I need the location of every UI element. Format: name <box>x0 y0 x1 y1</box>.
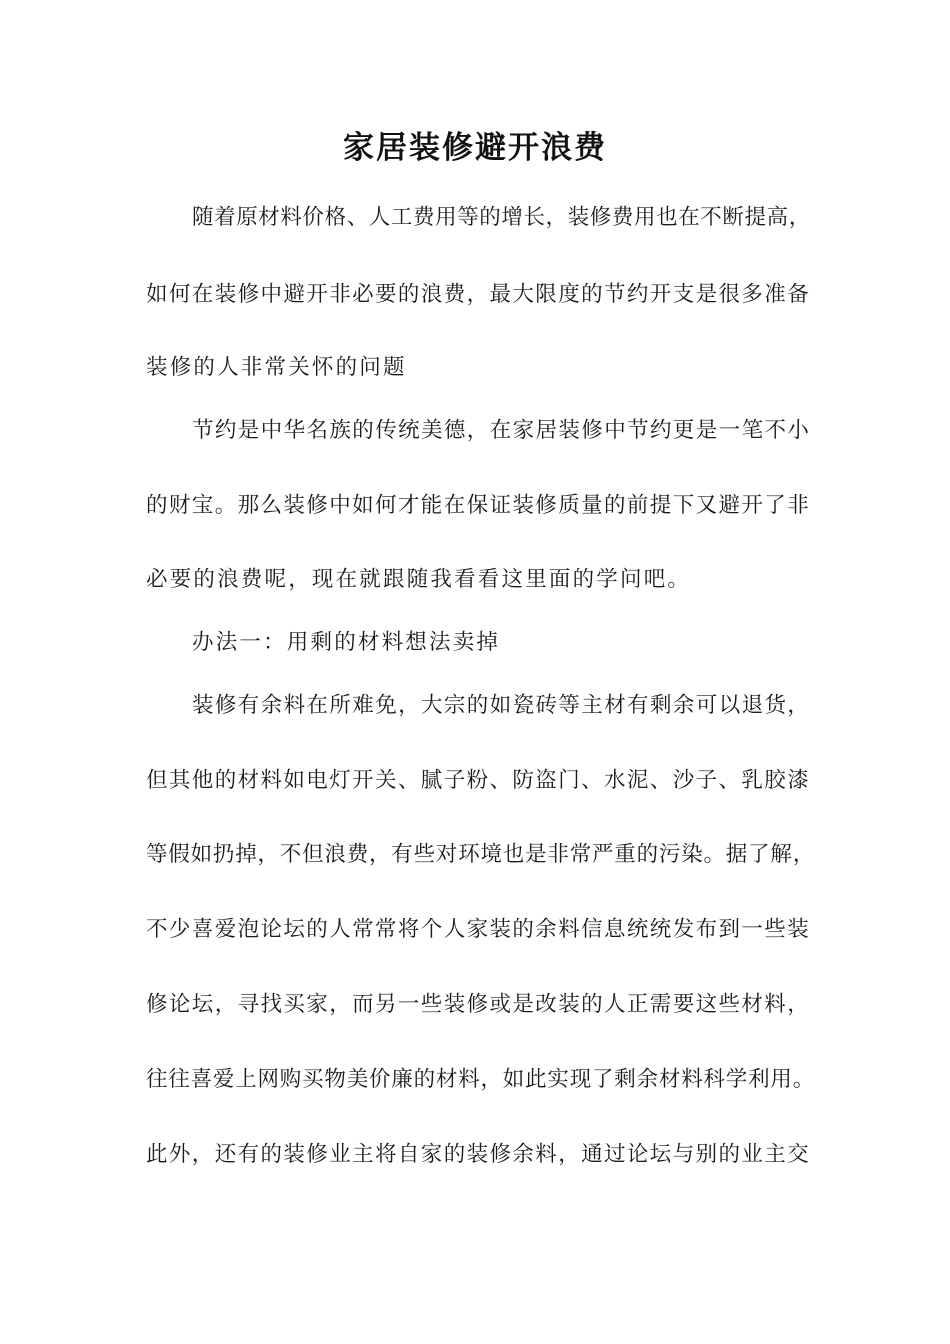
document-title: 家居装修避开浪费 <box>343 130 607 166</box>
paragraph-line: 必要的浪费呢，现在就跟随我看看这里面的学问吧。 <box>146 567 692 592</box>
paragraph-line: 此外，还有的装修业主将自家的装修余料，通过论坛与别的业主交 <box>146 1142 811 1167</box>
paragraph-line: 往往喜爱上网购买物美价廉的材料，如此实现了剩余材料科学利用。 <box>146 1067 816 1092</box>
paragraph-line: 随着原材料价格、人工费用等的增长，装修费用也在不断提高， <box>192 205 811 230</box>
paragraph-line: 修论坛，寻找买家，而另一些装修或是改装的人正需要这些材料， <box>146 992 811 1017</box>
paragraph-line: 等假如扔掉，不但浪费，有些对环境也是非常严重的污染。据了解， <box>146 842 816 867</box>
paragraph-line: 的财宝。那么装修中如何才能在保证装修质量的前提下又避开了非 <box>146 493 811 518</box>
paragraph-line: 装修有余料在所难免，大宗的如瓷砖等主材有剩余可以退货， <box>192 693 811 718</box>
paragraph-line: 不少喜爱泡论坛的人常常将个人家装的余料信息统统发布到一些装 <box>146 917 811 942</box>
section-heading: 办法一：用剩的材料想法卖掉 <box>192 630 501 655</box>
paragraph-line: 如何在装修中避开非必要的浪费，最大限度的节约开支是很多准备 <box>146 282 811 307</box>
paragraph-line: 但其他的材料如电灯开关、腻子粉、防盗门、水泥、沙子、乳胶漆 <box>146 768 811 793</box>
paragraph-line: 节约是中华名族的传统美德，在家居装修中节约更是一笔不小 <box>192 418 811 443</box>
paragraph-line: 装修的人非常关怀的问题 <box>146 355 407 380</box>
